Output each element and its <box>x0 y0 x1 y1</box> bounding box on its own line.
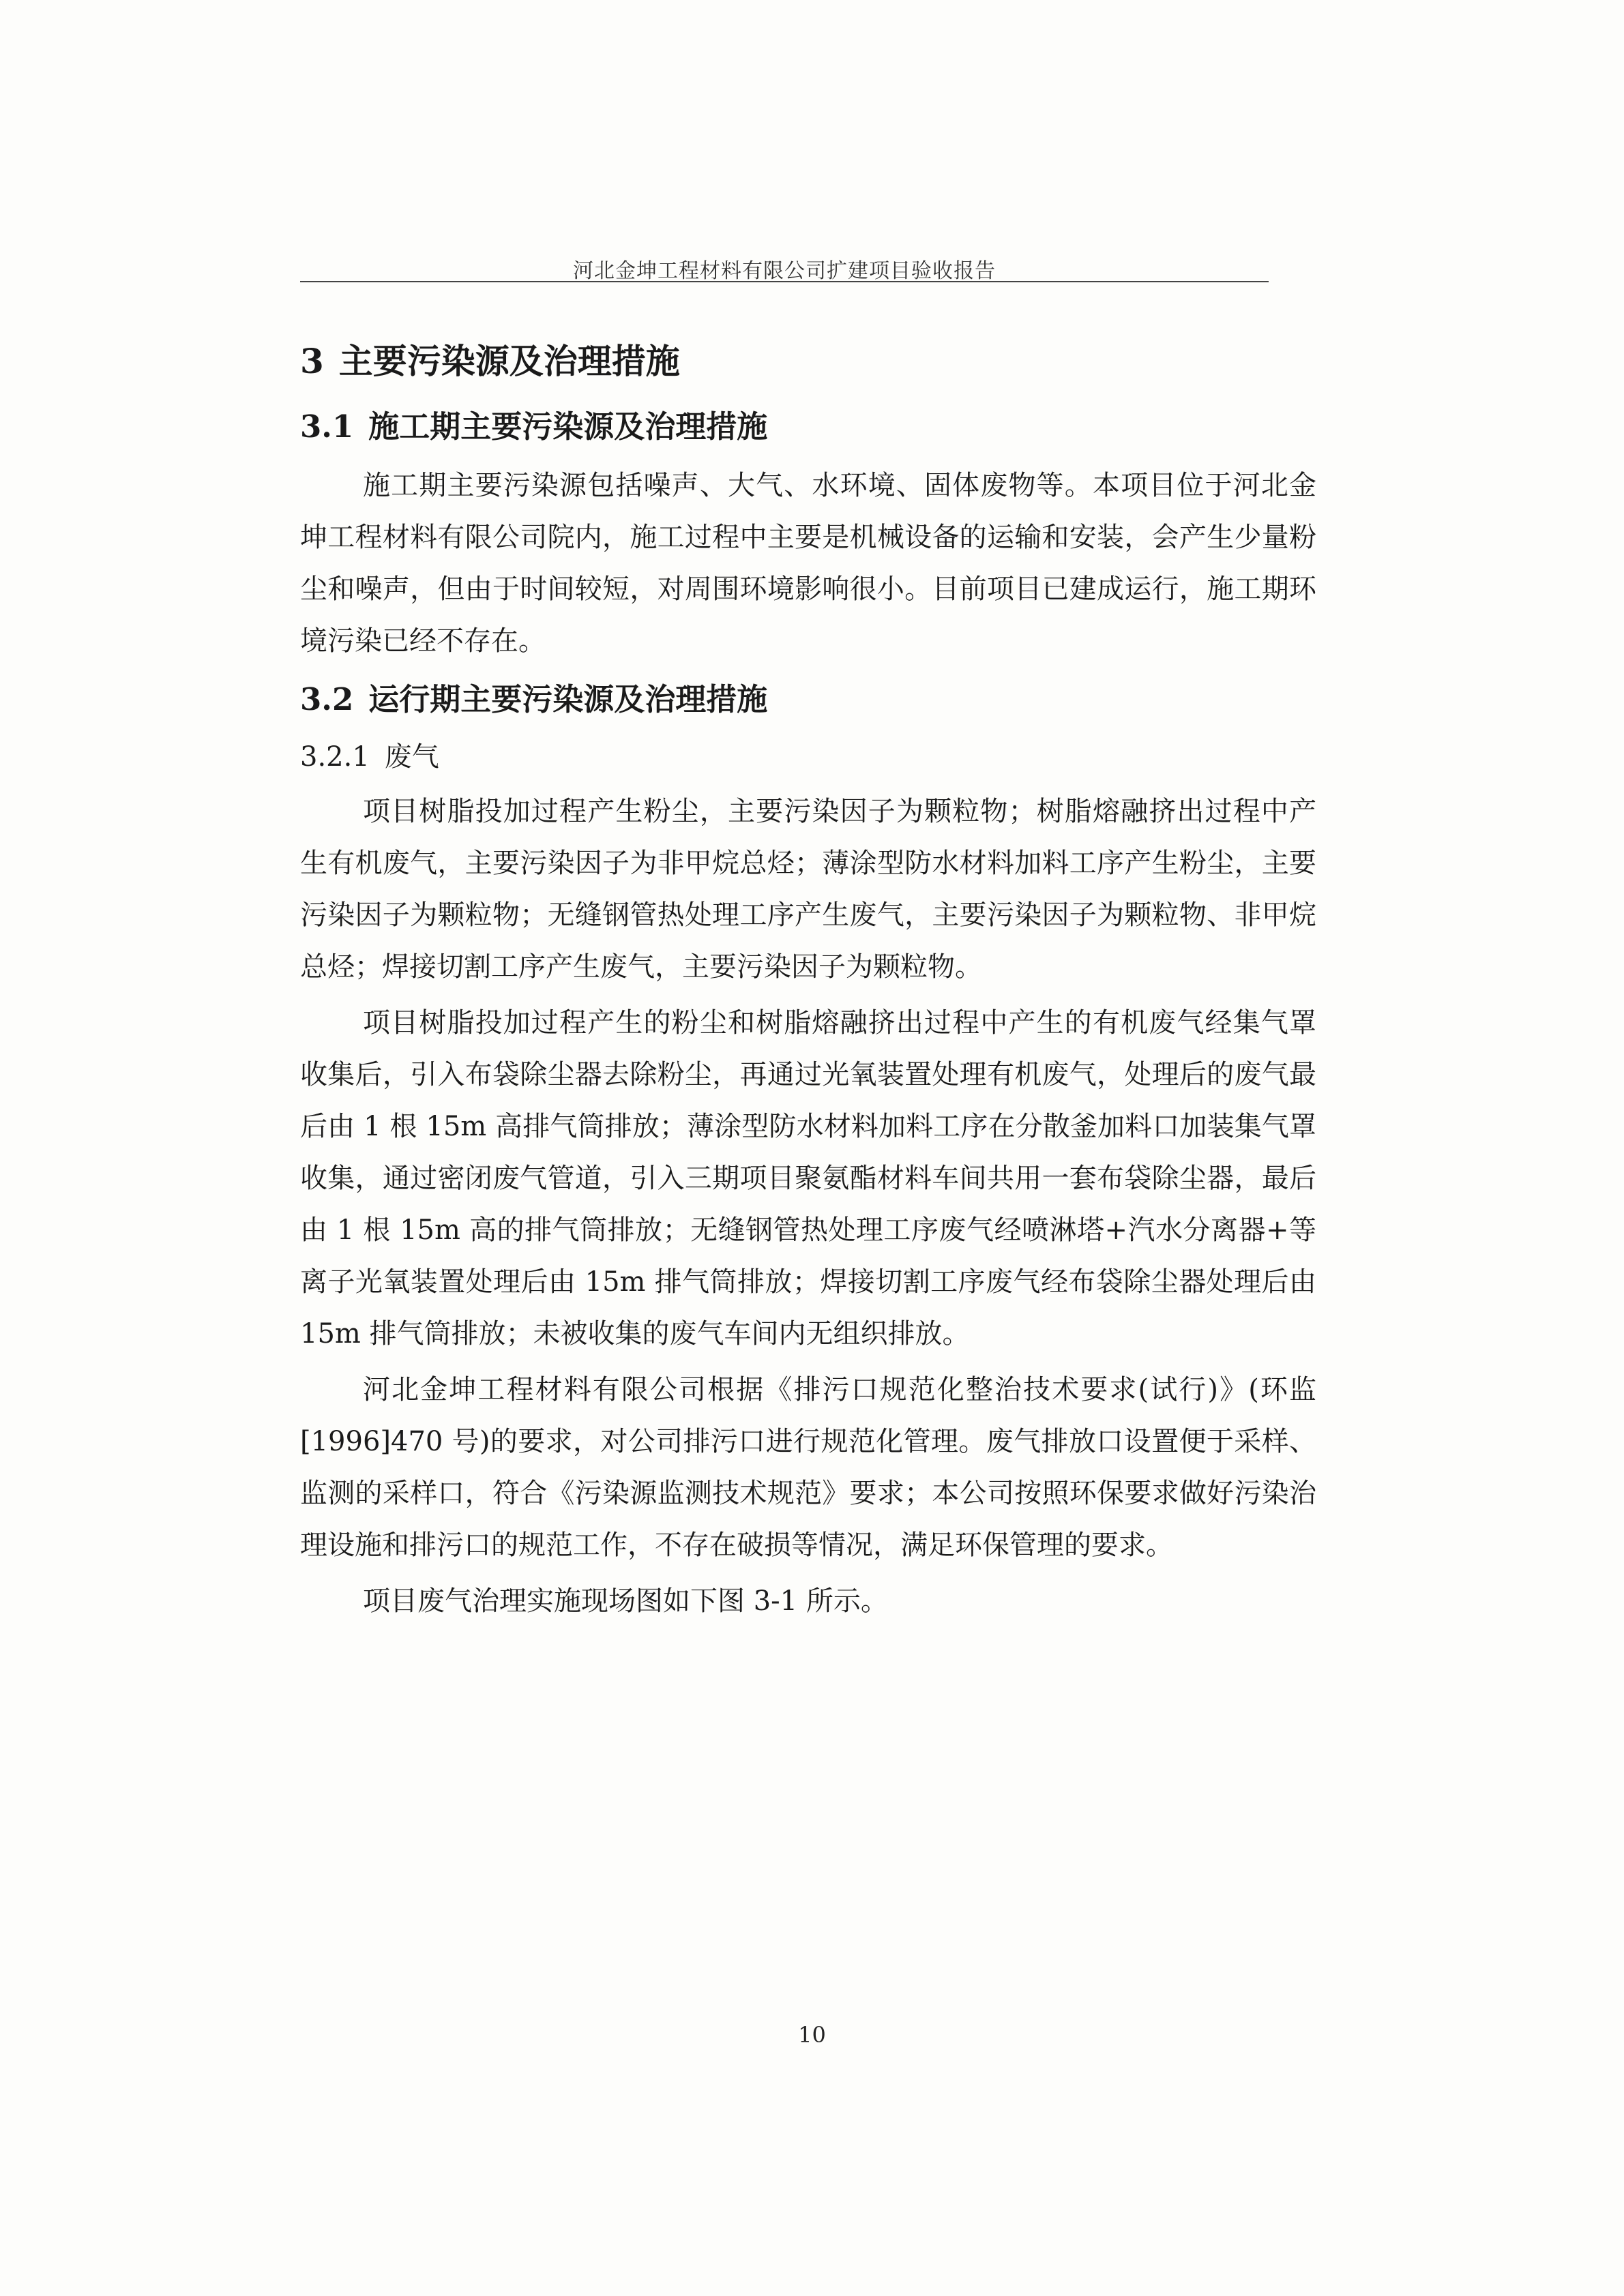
section-3-2-1-heading <box>300 732 1316 781</box>
header-rule <box>300 281 1269 282</box>
paragraph-exhaust-sources: 项目树脂投加过程产生粉尘，主要污染因子为颗粒物；树脂熔融挤出过程中产生有机废气，主要污染因子为非甲烷总烃；薄涂型防水材料加料工序产生粉尘，主要污染因子为颗粒物；无缝钢管热处理工序产生废气，主要污染因子为颗粒物、非甲烷总烃；焊接切割工序产生废气，主要污染因子为颗粒物。 <box>300 796 1316 983</box>
page-number: 10 <box>798 2022 826 2048</box>
page-body <box>300 320 1316 1631</box>
section-3-1-heading <box>300 402 1316 451</box>
section-3-2-1-title: 废气 <box>384 741 439 773</box>
section-3-2-heading <box>300 675 1316 724</box>
paragraph-outlet-management: 河北金坤工程材料有限公司根据《排污口规范化整治技术要求(试行)》(环监[1996]470 号)的要求，对公司排污口进行规范化管理。废气排放口设置便于采样、监测的采样口，符合《污染源监测技术规范》要求；本公司按照环保要求做好污染治理设施和排污口的规范工作，不存在破损等情况，满足环保管理的要求。 <box>300 1374 1316 1561</box>
section-3-1-title: 施工期主要污染源及治理措施 <box>368 408 768 445</box>
section-3-title: 主要污染源及治理措施 <box>338 341 680 381</box>
running-header: 河北金坤工程材料有限公司扩建项目验收报告 <box>573 259 996 283</box>
paragraph-construction: 施工期主要污染源包括噪声、大气、水环境、固体废物等。本项目位于河北金坤工程材料有限公司院内，施工过程中主要是机械设备的运输和安装，会产生少量粉尘和噪声，但由于时间较短，对周围环境影响很小。目前项目已建成运行，施工期环境污染已经不存在。 <box>300 470 1316 657</box>
section-3-heading <box>300 334 1316 389</box>
section-3-2-title: 运行期主要污染源及治理措施 <box>368 681 768 717</box>
section-3-2-number: 3.2 <box>300 681 354 717</box>
section-3-2-1-number: 3.2.1 <box>300 741 370 773</box>
paragraph-exhaust-treatment: 项目树脂投加过程产生的粉尘和树脂熔融挤出过程中产生的有机废气经集气罩收集后，引入布袋除尘器去除粉尘，再通过光氧装置处理有机废气，处理后的废气最后由 1 根 15m 高排气筒排放；薄涂型防水材料加料工序在分散釜加料口加装集气罩收集，通过密闭废气管道，引入三期项目聚氨酯材料车间共用一套布袋除尘器，最后由 1 根 15m 高的排气筒排放；无缝钢管热处理工序废气经喷淋塔+汽水分离器+等离子光氧装置处理后由 15m 排气筒排放；焊接切割工序废气经布袋除尘器处理后由 15m 排气筒排放；未被收集的废气车间内无组织排放。 <box>300 1007 1316 1350</box>
paragraph-figure-reference: 项目废气治理实施现场图如下图 3-1 所示。 <box>363 1585 888 1617</box>
section-3-1-number: 3.1 <box>300 408 354 445</box>
section-3-number: 3 <box>300 341 324 381</box>
